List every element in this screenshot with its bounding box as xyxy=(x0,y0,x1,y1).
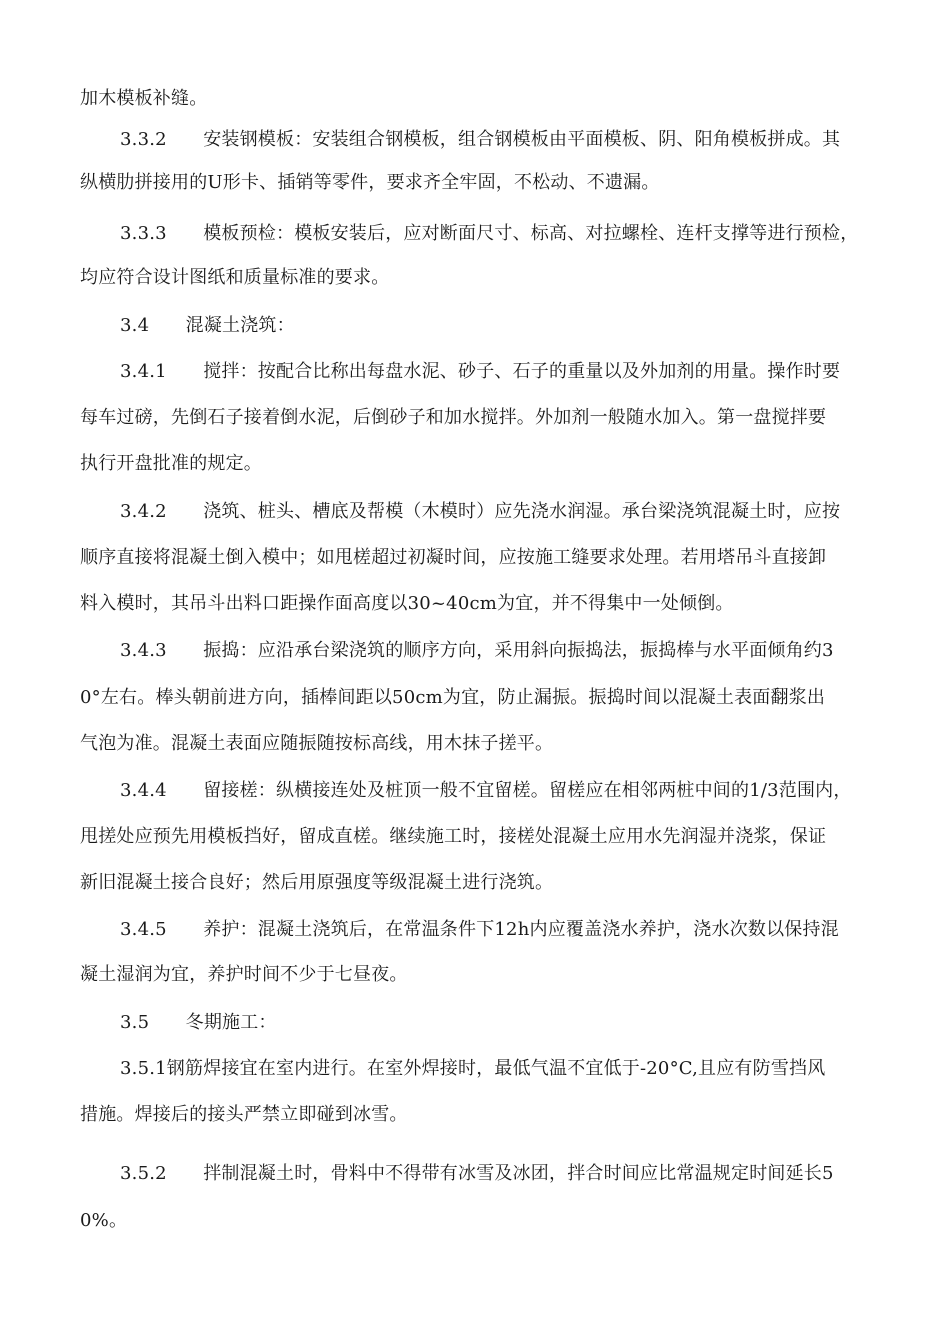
text-line: 执行开盘批准的规定。 xyxy=(80,453,262,474)
text-line: 顺序直接将混凝土倒入模中；如甩槎超过初凝时间，应按施工缝要求处理。若用塔吊斗直接卸 xyxy=(80,547,827,568)
section-3-4-1: 3.4.1 搅拌：按配合比称出每盘水泥、砂子、石子的重量以及外加剂的用量。操作时要 xyxy=(120,361,841,382)
text-line: 甩搓处应预先用模板挡好，留成直槎。继续施工时，接槎处混凝土应用水先润湿并浇浆，保证 xyxy=(80,826,827,847)
section-3-3-2: 3.3.2 安装钢模板：安装组合钢模板，组合钢模板由平面模板、阴、阳角模板拼成。其 xyxy=(120,129,841,150)
text-line: 0%。 xyxy=(80,1210,128,1231)
text-line: 新旧混凝土接合良好；然后用原强度等级混凝土进行浇筑。 xyxy=(80,872,554,893)
text-line: 加木模板补缝。 xyxy=(80,88,208,109)
text-line: 纵横肋拼接用的U形卡、插销等零件，要求齐全牢固，不松动、不遗漏。 xyxy=(80,172,660,193)
section-3-4-3: 3.4.3 振捣：应沿承台梁浇筑的顺序方向，采用斜向振捣法，振捣棒与水平面倾角约3 xyxy=(120,640,834,661)
section-3-5-2: 3.5.2 拌制混凝土时，骨料中不得带有冰雪及冰团，拌合时间应比常温规定时间延长5 xyxy=(120,1163,834,1184)
section-3-3-3: 3.3.3 模板预检：模板安装后，应对断面尺寸、标高、对拉螺栓、连杆支撑等进行预检， xyxy=(120,223,859,244)
text-line: 每车过磅，先倒石子接着倒水泥，后倒砂子和加水搅拌。外加剂一般随水加入。第一盘搅拌要 xyxy=(80,407,827,428)
text-line: 均应符合设计图纸和质量标准的要求。 xyxy=(80,267,390,288)
section-3-4-4: 3.4.4 留接槎：纵横接连处及桩顶一般不宜留槎。留槎应在相邻两桩中间的1/3范围内， xyxy=(120,780,852,801)
section-3-5-1: 3.5.1钢筋焊接宜在室内进行。在室外焊接时，最低气温不宜低于-20°C,且应有防雪挡风 xyxy=(120,1058,826,1079)
text-line: 气泡为准。混凝土表面应随振随按标高线，用木抹子搓平。 xyxy=(80,733,554,754)
heading-3-5: 3.5 冬期施工： xyxy=(120,1012,277,1033)
text-line: 料入模时，其吊斗出料口距操作面高度以30~40cm为宜，并不得集中一处倾倒。 xyxy=(80,593,734,614)
section-3-4-5: 3.4.5 养护：混凝土浇筑后，在常温条件下12h内应覆盖浇水养护，浇水次数以保持混 xyxy=(120,919,839,940)
text-line: 措施。焊接后的接头严禁立即碰到冰雪。 xyxy=(80,1104,408,1125)
text-line: 0°左右。棒头朝前进方向，插棒间距以50cm为宜，防止漏振。振捣时间以混凝土表面翻浆出 xyxy=(80,687,826,708)
heading-3-4: 3.4 混凝土浇筑： xyxy=(120,315,295,336)
text-line: 凝土湿润为宜，养护时间不少于七昼夜。 xyxy=(80,964,408,985)
section-3-4-2: 3.4.2 浇筑、桩头、槽底及帮模（木模时）应先浇水润湿。承台梁浇筑混凝土时，应按 xyxy=(120,501,841,522)
